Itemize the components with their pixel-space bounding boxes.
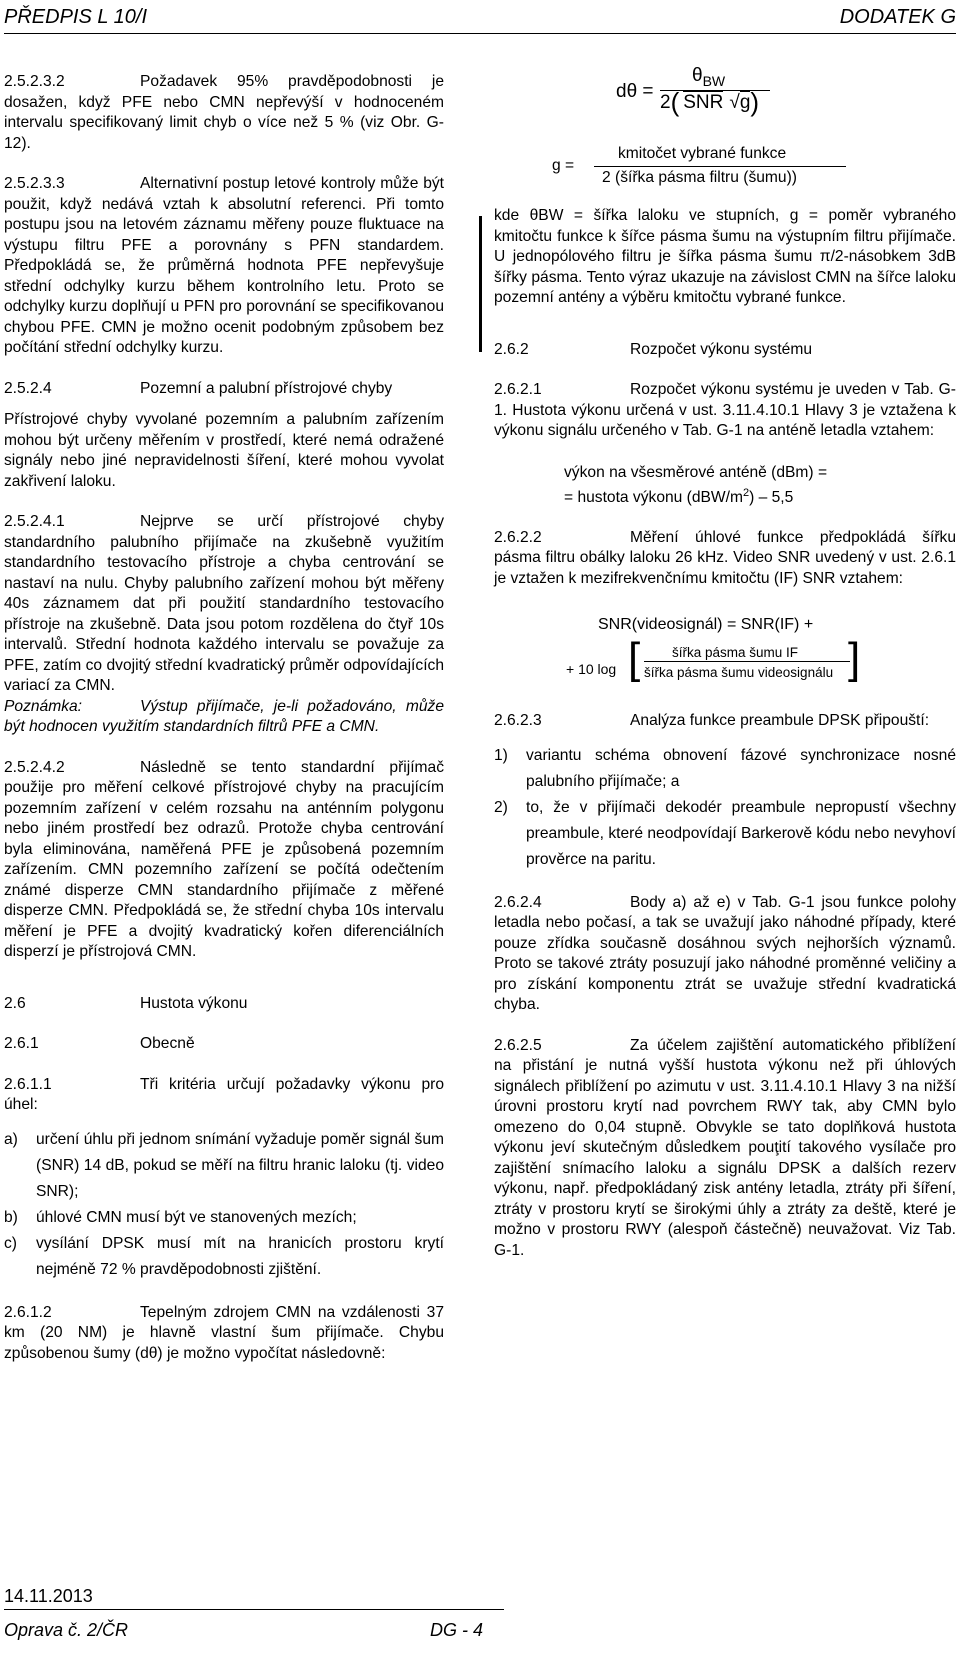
section-number: 2.5.2.4 [4,379,52,397]
list-marker: c) [4,1234,17,1252]
paragraph-text: Alternativní postup letové kontroly může být použit, když nedává vztah k absolutní referenci. Při tomto postupu jsou na letovém záznamu měřeny pouze fluktuace na výstupu filtru PFE a porovnány s PFN standardem. Předpokládá se, že průměrná hodnota PFE nepřevyšuje střední odchylky kurzu během kontrolního letu. Proto se odchylky kurzu doplňují u PFN pro porovnání se specifikovanou chybou PFE. CMN je možno ocenit podobným způsobem bez počítání střední odchylky kurzu. [4,175,444,356]
bracket-close: ] [848,634,861,684]
den-g: g [739,92,751,113]
list-item [4,1205,444,1231]
den-snr: SNR [683,92,724,113]
list-text: variantu schéma obnovení fázové synchronizace nosné palubního přijímače; a [526,746,956,790]
paragraph-instrument-errors: Přístrojové chyby vyvolané pozemním a palubním zařízením mohou být určeny měřením v prostředí, které nemá odražené signály nebo jiné nepravidelnosti šíření, které mohou vyvolat zakřivení laloku. [4,411,444,490]
formula-numerator: kmitočet vybrané funkce [618,145,787,162]
section-number: 2.6.1 [4,1035,39,1052]
section-number: 2.6.2.5 [494,1036,542,1054]
paragraph-text: Rozpočet výkonu systému je uveden v Tab. G-1. Hustota výkonu určená v ust. 3.11.4.10.1 Hlavy 3 je vztažena k výkonu signálu určeného v Tab. G-1 na anténě letadla vztahem: [494,381,956,439]
paragraph-text: Tepelným zdrojem CMN na vzdálenosti 37 km (20 NM) je hlavně vlastní šum přijímače. Chybu způsobenou šumy (dθ) je možno vypočítat následovně: [4,1303,444,1362]
formula-numerator: šířka pásma šumu IF [672,645,799,661]
list-text: vysílání DPSK musí mít na hranicích prostoru krytí nejméně 72 % pravděpodobnosti zjištění. [36,1234,444,1278]
footer-amendment: Oprava č. 2/ČR [4,1620,129,1640]
list-marker: 2) [494,798,508,816]
paragraph-2-5-2-4-2 [4,758,444,963]
section-title: Obecně [140,1035,195,1052]
list-text: to, že v přijímači dekodér preambule nepropustí všechny preambule, které neodpovídají Barkerově kódu nebo nevyhoví prověrce na paritu. [526,798,956,868]
section-title: Hustota výkonu [140,994,248,1012]
paragraph-text: Následně se tento standardní přijímač použije pro měření celkové přístrojové chyby na pracujícím pozemním zařízení v celém rozsahu na anténním polygonu nebo jiném prostředí bez odrazů. Protože chyba centrování byla eliminována, naměřená PFE je způsobená pozemním zařízením. CMN pozemního zařízení se počítá odečtením známé disperze CMN standardního přijímače z měřené disperze CMN. Předpokládá se, že střední chyba 10s intervalu měření je PFE a dvojitý kvadratický kořen diferenciálních disperzí je přístrojová CMN. [4,758,444,960]
paragraph-text: Nejprve se určí přístrojové chyby standardního palubního přijímače na zkušebně využitím standardního testovacího přístroje a chyba centrování se nastaví na nulu. Chyby palubního zařízení mohou být měřeny 40s záznamem dat při použití standardního testovacího přístroje na zkušebně. Data jsou potom rozdělena do čtyř 10s intervalů. Střední hodnota každého intervalu se považuje za PFE, zatím co dvojitý střední kvadratický průměr odpovídajících variací za CMN. [4,513,444,694]
note-text: Výstup přijímače, je-li požadováno, může být hodnocen využitím standardních filtrů PFE a CMN. [4,697,444,735]
fraction-bar [644,661,850,662]
formula-snr [494,609,956,691]
paragraph-2-5-2-4-1 [4,512,444,697]
subscript-bw: BW [702,72,726,89]
footer-date: 14.11.2013 [4,1586,93,1606]
header-left: PŘEDPIS L 10/I [4,6,148,28]
header-rule [4,33,956,34]
list-text: určení úhlu při jednom snímání vyžaduje poměr signál šum (SNR) 14 dB, pokud se měří na filtru hranic laloku (tj. video SNR); [36,1130,444,1200]
formula-dtheta [494,65,956,136]
heading-2-6-1 [4,1034,444,1055]
paragraph-2-6-2-1 [494,380,956,442]
section-number: 2.5.2.4.2 [4,758,65,776]
formula-line-2 [564,483,956,508]
paragraph-2-5-2-3-2 [4,72,444,154]
paren-open: ( [670,87,680,117]
den-two: 2 [660,92,671,113]
section-number: 2.6.2.3 [494,712,542,730]
footer-rule [4,1609,504,1610]
left-column [4,72,444,1364]
sqrt-sign: √ [729,92,740,113]
definition-paragraph: kde θBW = šířka laloku ve stupních, g = poměr vybraného kmitočtu funkce k šířce pásma šumu na výstupním filtru přijímače. U jednopólového filtru je šířka pásma šumu π/2-násobkem 3dB šířky pásma. Tento výraz ukazuje na závislost CMN na šířce laloku pozemní antény a výběru kmitočtu vybrané funkce. [494,207,956,306]
section-number: 2.6.1.2 [4,1303,52,1321]
paren-close: ) [750,87,760,117]
paragraph-2-5-2-3-3 [4,174,444,359]
paragraph-text: Měření úhlové funkce předpokládá šířku pásma filtru obálky laloku 26 kHz. Video SNR uvedený v ust. 2.6.1 je vztažen k mezifrekvenčnímu kmitočtu (IF) SNR vztahem: [494,528,956,587]
list-item [494,795,956,873]
list-text: úhlové CMN musí být ve stanovených mezích; [36,1208,357,1226]
paragraph-text: Tři kritéria určují požadavky výkonu pro úhel: [4,1075,444,1113]
paragraph-2-6-2-5 [494,1036,956,1262]
paragraph-2-6-1-1 [4,1075,444,1116]
paragraph-2-6-1-2 [4,1303,444,1365]
list-marker: b) [4,1208,18,1226]
theta-symbol: θ [692,65,703,86]
superscript: 2 [742,486,750,499]
paragraph-text: Požadavek 95% pravděpodobnosti je dosažen, když PFE nebo CMN nepřevýší v hodnoceném intervalu specifikovaný limit chyb o více než 5 % (viz Obr. G-12). [4,73,444,152]
section-number: 2.6.2.4 [494,893,542,911]
formula-line-1: výkon na všesměrové anténě (dBm) = [564,463,828,481]
paragraph-text: Analýza funkce preambule DPSK připouští: [630,712,930,730]
section-number: 2.6.2.2 [494,528,542,546]
paragraph-text: Za účelem zajištění automatického přiblížení na přistání je nutná vyšší hustota výkonu než při úhlových signálech přiblížení po azimutu v ust. 3.11.4.10.1 Hlavy 3 na nižší úrovni prostoru krytí nad povrchem RWY tak, aby CMN bylo omezeno do 0,04 stupně. Obvykle se tato doplňková hustota výkonu jeví skutečným důsledkem pouţití takového vysílače pro zajištění snímacího laloku a signálu DPSK a dalších rezerv výkonu, např. předpokládaný zisk antény letadla, ztráty při šíření, ztráty v prostoru krytí se širokými úhly a ztráty za deště, které je možno v prostoru RWY (alespoň částečně) neuvažovat. Viz Tab. G-1. [494,1036,956,1259]
list-marker: 1) [494,746,508,764]
heading-2-6 [4,994,444,1015]
section-number: 2.5.2.3.3 [4,175,65,192]
list-item [494,743,956,795]
bracket-open: [ [628,634,641,684]
paragraph-text: Body a) až e) v Tab. G-1 jsou funkce polohy letadla nebo počasí, a tak se uvažují jako náhodné případy, které pouze zřídka současně dosáhnou svých nejhorších významů. Proto se takové ztráty posuzují jako náhodné proměnné veličiny a pro získání komponentu ztrát se uvažuje střední kvadratická chyba. [494,893,956,1014]
formula-log: + 10 log [566,661,617,678]
heading-2-6-2 [494,340,956,361]
list-marker: a) [4,1130,18,1148]
list-item [4,1127,444,1205]
section-number: 2.6 [4,994,26,1012]
section-title: Rozpočet výkonu systému [630,340,813,358]
formula-power [494,462,956,508]
formula-part: ) – 5,5 [749,488,794,506]
list-item [4,1231,444,1283]
formula-denominator [660,87,760,117]
section-title: Pozemní a palubní přístrojové chyby [140,379,393,397]
formula-lhs: g = [552,157,575,174]
note [4,697,444,738]
section-number: 2.6.1.1 [4,1075,52,1093]
paragraph-2-6-2-4 [494,893,956,1016]
formula-lhs: dθ = [616,81,654,102]
formula-denominator: 2 (šířka pásma filtru (šumu)) [602,169,797,186]
formula-g [494,142,956,198]
formula-part: = hustota výkonu (dBW/m [564,488,743,506]
change-bar [479,216,482,352]
footer-page: DG - 4 [430,1620,484,1640]
right-column [494,65,956,1261]
formula-denominator: šířka pásma šumu videosignálu [644,665,834,681]
heading-2-5-2-4 [4,379,444,400]
formula-numerator [692,66,725,91]
section-number: 2.6.2.1 [494,381,542,398]
section-number: 2.6.2 [494,340,529,358]
header-right: DODATEK G [839,6,956,28]
fraction-bar [594,166,846,167]
formula-line-1: SNR(videosignál) = SNR(IF) + [598,616,814,634]
paragraph-2-6-2-2 [494,528,956,590]
dpsk-list [494,743,956,873]
section-number: 2.5.2.4.1 [4,513,65,530]
section-number: 2.5.2.3.2 [4,73,65,90]
paragraph-2-6-2-3 [494,711,956,732]
note-label: Poznámka: [4,697,83,715]
criteria-list [4,1127,444,1283]
